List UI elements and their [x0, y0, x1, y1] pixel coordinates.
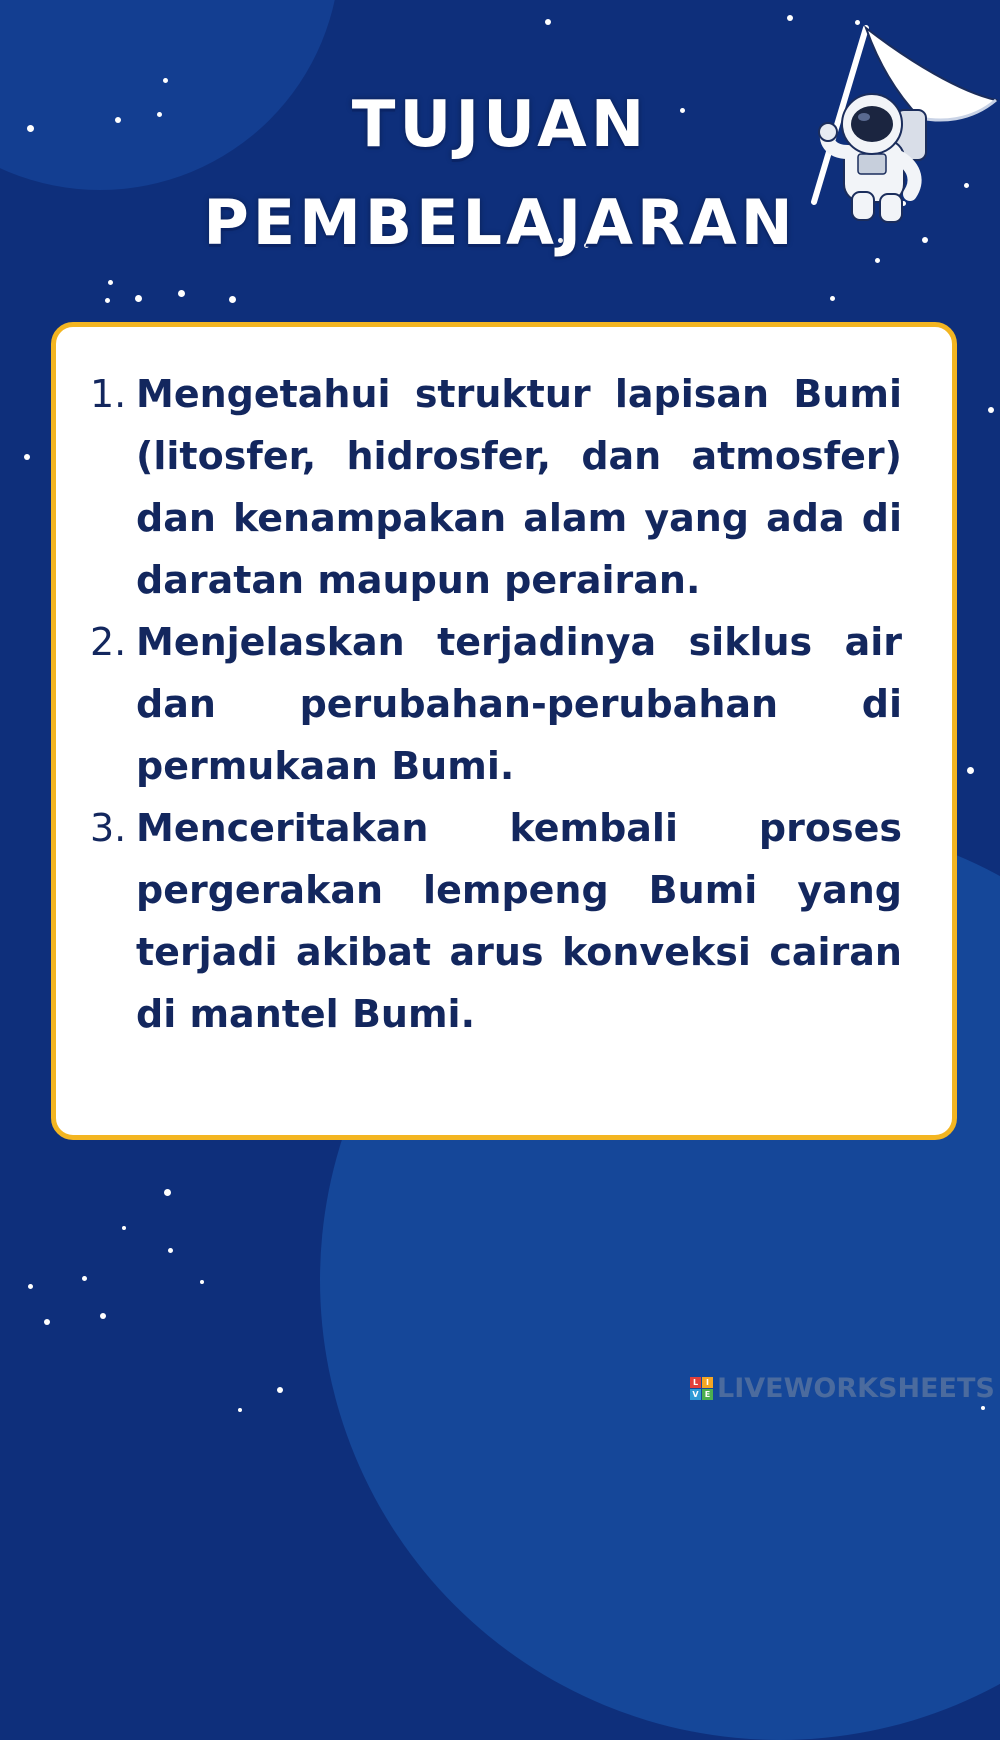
- star: [122, 1226, 126, 1230]
- goals-list: [90, 363, 902, 1045]
- star: [545, 19, 551, 25]
- page-title-line-1: TUJUAN: [351, 88, 649, 162]
- logo-cell: E: [702, 1389, 713, 1400]
- goal-item-1: [90, 363, 902, 611]
- star: [277, 1387, 283, 1393]
- watermark-text: LIVEWORKSHEETS: [717, 1372, 995, 1404]
- star: [28, 1284, 33, 1289]
- star: [24, 454, 30, 460]
- goal-number: 1.: [90, 372, 127, 416]
- star: [164, 1189, 171, 1196]
- logo-cell: I: [702, 1377, 713, 1388]
- star: [967, 767, 974, 774]
- star: [787, 15, 793, 21]
- star: [981, 1406, 985, 1410]
- goal-text: Menceritakan kembali proses pergerakan lempeng Bumi yang terjadi akibat arus konveksi cairan di mantel Bumi.: [136, 806, 902, 1036]
- star: [135, 295, 142, 302]
- goals-card: [51, 322, 957, 1140]
- astronaut-with-flag-icon: [800, 12, 1000, 227]
- liveworksheets-logo-icon: [690, 1377, 713, 1400]
- star: [163, 78, 168, 83]
- star: [82, 1276, 87, 1281]
- goal-text: Menjelaskan terjadinya siklus air dan perubahan-perubahan di permukaan Bumi.: [136, 620, 902, 788]
- logo-cell: V: [690, 1389, 701, 1400]
- star: [168, 1248, 173, 1253]
- star: [200, 1280, 204, 1284]
- goal-item-3: [90, 797, 902, 1045]
- goal-item-2: [90, 611, 902, 797]
- star: [178, 290, 185, 297]
- star: [108, 280, 113, 285]
- star: [238, 1408, 242, 1412]
- star: [229, 296, 236, 303]
- goal-number: 2.: [90, 620, 127, 664]
- star: [988, 407, 994, 413]
- star: [830, 296, 835, 301]
- goal-number: 3.: [90, 806, 127, 850]
- page-title-line-2: PEMBELAJARAN: [203, 186, 797, 259]
- star: [100, 1313, 106, 1319]
- logo-cell: L: [690, 1377, 701, 1388]
- liveworksheets-watermark: [690, 1371, 995, 1405]
- star: [44, 1319, 50, 1325]
- star: [105, 298, 110, 303]
- goal-text: Mengetahui struktur lapisan Bumi (litosfer, hidrosfer, dan atmosfer) dan kenampakan alam yang ada di daratan maupun perairan.: [136, 372, 902, 602]
